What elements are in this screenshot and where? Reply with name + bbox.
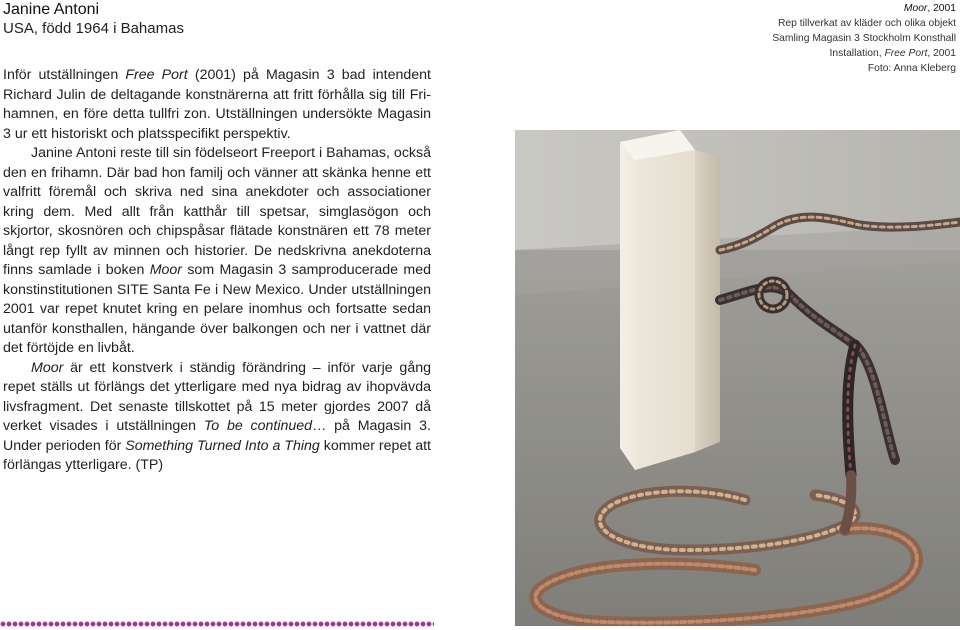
caption-title: Moor bbox=[903, 3, 928, 14]
p3-italic-exhibition2: Something Turned Into a Thing bbox=[125, 437, 320, 454]
pillar bbox=[620, 130, 720, 470]
p3-text-b: … på Magasin 3. Under perioden för bbox=[3, 418, 431, 454]
p3-italic-moor: Moor bbox=[31, 359, 64, 376]
p1-text-a: Inför utställningen bbox=[3, 67, 126, 83]
p3-italic-exhibition: To be continued bbox=[203, 418, 313, 434]
paragraph-3 bbox=[3, 359, 431, 476]
p2-text-a: Janine Antoni reste till sin födelseort Freeport i Bahamas, också den en frihamn. Där bad hon familj och vänner att skänka henne ett valfritt föremål och skriva ned sina anekdoter och associationer kring dem. Med allt från katthår till spetsar, simglasögon och skjortor, skosnören och chipspåsar flätade konstnären ett 78 meter långt rep fyllt av minnen och historier. De nedskrivna anekdoterna finns samlade i boken bbox=[3, 145, 431, 278]
caption-installation bbox=[656, 46, 956, 61]
p1-text-b: (2001) på Magasin 3 bad intendent Richard Julin de deltagande konstnärerna att fritt förhålla sig till Frihamnen, en före detta tullfri zon. Utställningen undersökte Magasin 3 ur ett historiskt och platsspecifikt perspektiv. bbox=[3, 67, 431, 142]
caption-photo-credit: Foto: Anna Kleberg bbox=[867, 63, 956, 74]
artist-origin: USA, född 1964 i Bahamas bbox=[3, 20, 184, 37]
artwork-photo bbox=[515, 130, 960, 626]
caption-installation-title: Free Port bbox=[884, 48, 928, 59]
caption-installation-year: , 2001 bbox=[927, 48, 956, 59]
p2-text-b: som Magasin 3 samproducerade med konstinstitutionen SITE Santa Fe i New Mexico. Under utställningen 2001 var repet knutet kring en pelare inomhus och fortsatte sedan utanför konsthallen, hängande över balkongen och ner i vattnet där det förtöjde en livbåt. bbox=[3, 262, 431, 356]
paragraph-2 bbox=[3, 144, 431, 359]
decorative-dot-row bbox=[0, 621, 434, 627]
artist-name: Janine Antoni bbox=[3, 1, 100, 18]
artwork-illustration bbox=[515, 130, 960, 626]
p1-italic: Free Port bbox=[125, 67, 188, 83]
caption-year: , 2001 bbox=[927, 3, 956, 14]
p3-text-c: kommer repet att förlängas ytterligare. (TP) bbox=[3, 437, 431, 473]
caption-collection: Samling Magasin 3 Stockholm Konsthall bbox=[772, 33, 956, 44]
caption-title-line bbox=[656, 1, 956, 16]
p3-text-a: är ett konstverk i ständig förändring – inför varje gång repet ställs ut förlängs det ytterligare med nya bidrag av ihopvävda livsfragment. Det senaste tillskottet på 15 meter gjordes 2007 då verket visades i utställningen bbox=[3, 359, 431, 434]
caption-installation-prefix: Installation, bbox=[829, 48, 885, 59]
p2-italic: Moor bbox=[149, 262, 183, 278]
caption-material: Rep tillverkat av kläder och olika objekt bbox=[778, 18, 956, 29]
image-caption bbox=[656, 1, 956, 76]
paragraph-1 bbox=[3, 66, 431, 144]
body-text bbox=[3, 66, 431, 476]
